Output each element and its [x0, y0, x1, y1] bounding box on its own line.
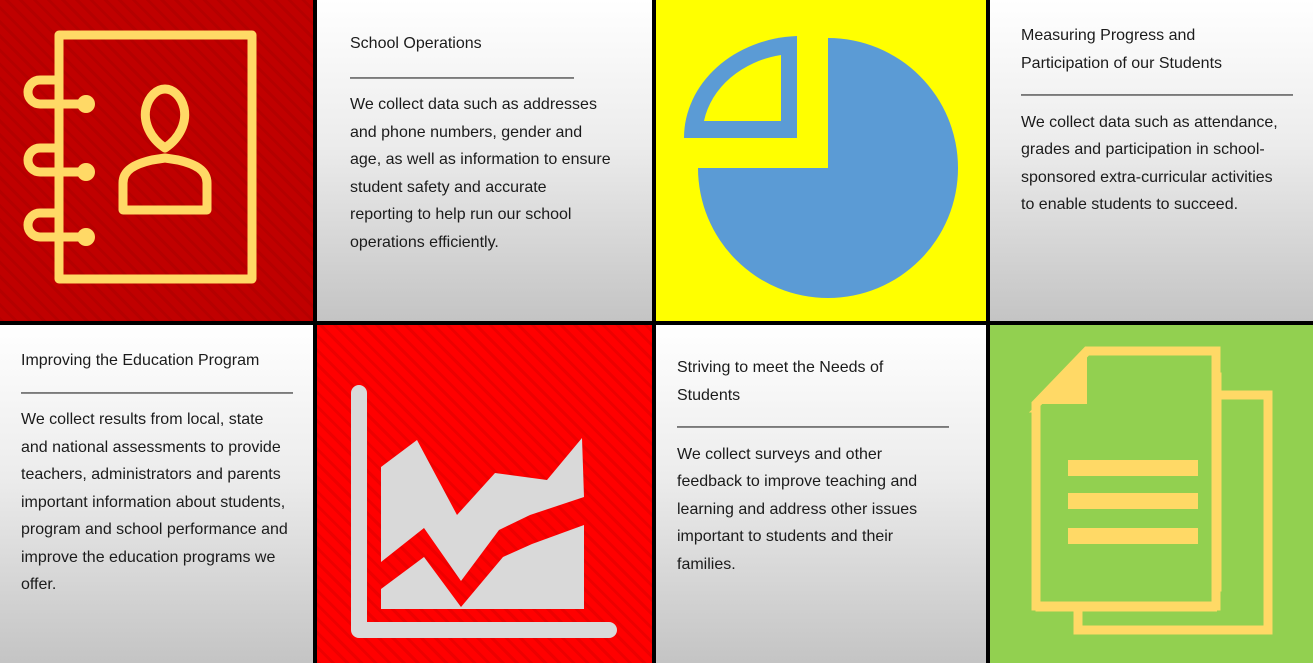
measuring-progress-tile [990, 0, 1313, 321]
school-operations-tile [317, 0, 652, 321]
documents-icon [990, 325, 1313, 663]
tile-title: School Operations [350, 35, 482, 52]
divider: ————————————————— [21, 383, 293, 401]
pie-chart-tile [656, 0, 986, 321]
divider: ————————————————— [1021, 86, 1293, 103]
area-chart-icon [317, 325, 652, 663]
address-book-tile [0, 0, 313, 321]
improving-education-tile [0, 325, 313, 663]
tile-body: We collect surveys and other feedback to improve teaching and learning and address other issues important to students and their families. [677, 445, 918, 573]
tile-title: Improving the Education Program [21, 352, 260, 369]
documents-tile [990, 325, 1313, 663]
area-chart-tile [317, 325, 652, 663]
tile-title: Striving to meet the Needs of Students [677, 359, 884, 404]
pie-chart-icon [656, 0, 986, 321]
divider: ————————————————— [677, 418, 949, 435]
address-book-icon [0, 0, 313, 321]
tile-title: Measuring Progress and Participation of our Students [1021, 27, 1223, 72]
divider: —————————————— [350, 68, 574, 86]
tile-body: We collect data such as addresses and phone numbers, gender and age, as well as information to ensure student safety and accurate reporting to help run our school operations efficiently. [350, 96, 611, 251]
tile-body: We collect data such as attendance, grades and participation in school-sponsored extra-curricular activities to enable students to succeed. [1021, 113, 1278, 213]
tile-body: We collect results from local, state and national assessments to provide teachers, administrators and parents important information about students, program and school performance and improve the education programs we offer. [21, 411, 288, 593]
striving-needs-tile [656, 325, 986, 663]
